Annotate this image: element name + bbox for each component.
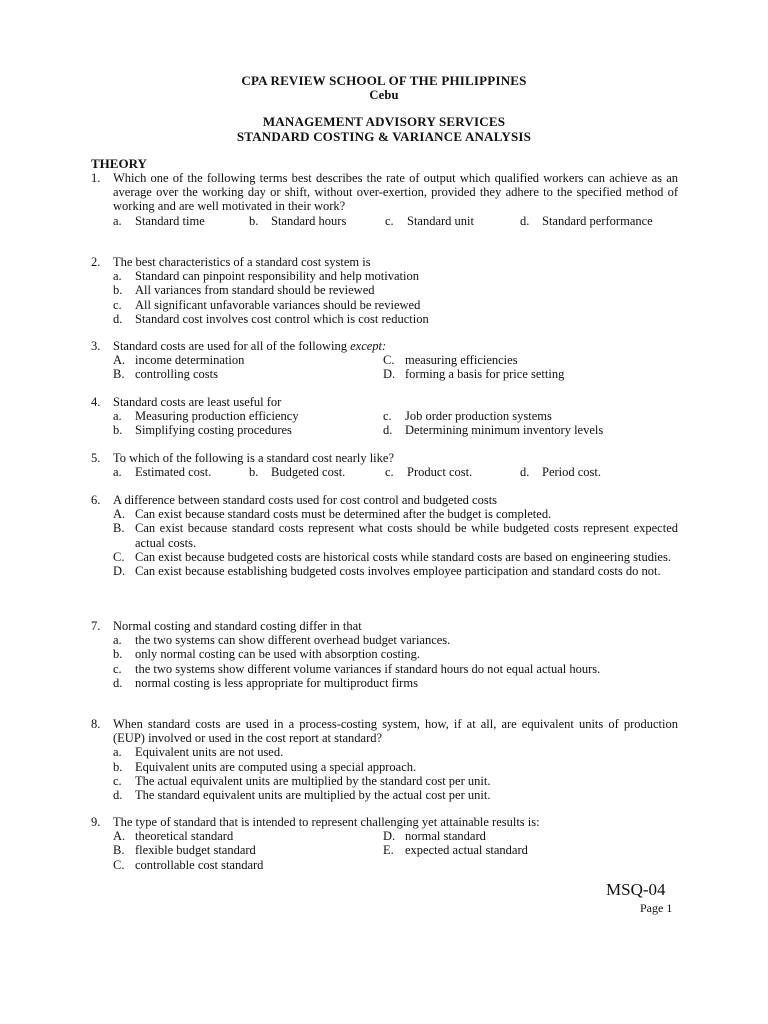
question-number: 9. xyxy=(91,815,101,829)
option-text: Estimated cost. xyxy=(135,465,212,480)
option-letter: E. xyxy=(383,843,394,858)
question-5 xyxy=(91,451,678,479)
option xyxy=(113,788,678,802)
school-name: CPA REVIEW SCHOOL OF THE PHILIPPINES xyxy=(241,73,527,88)
option-letter: c. xyxy=(113,297,122,312)
option-letter: a. xyxy=(113,409,122,424)
option-text: forming a basis for price setting xyxy=(405,367,565,382)
option-text: only normal costing can be used with absorption costing. xyxy=(135,647,421,662)
option xyxy=(113,774,678,788)
options-grid xyxy=(113,353,678,381)
option-letter: a. xyxy=(113,745,122,760)
option-letter: d. xyxy=(113,675,123,690)
option-text: Standard can pinpoint responsibility and help motivation xyxy=(135,269,419,284)
option xyxy=(113,550,678,564)
page-number: Page 1 xyxy=(640,901,673,915)
question-number: 3. xyxy=(91,339,101,353)
option-text: Can exist because establishing budgeted costs involves employee participation and standard costs do not. xyxy=(135,564,661,579)
option-letter: b. xyxy=(249,213,259,228)
option xyxy=(113,465,249,479)
option xyxy=(385,465,520,479)
question-number: 1. xyxy=(91,171,101,185)
question-text: Which one of the following terms best describes the rate of output which qualified workers can achieve as an average over the working day or shift, without over-exertion, provided they adhere to the specified method of working and are well motivated in their work? xyxy=(113,171,678,214)
option xyxy=(113,312,678,326)
option-text: All significant unfavorable variances should be reviewed xyxy=(135,297,421,312)
option-text: Simplifying costing procedures xyxy=(135,423,292,438)
option xyxy=(113,507,678,521)
option-text: Budgeted cost. xyxy=(271,465,346,480)
option-text: The actual equivalent units are multiplied by the standard cost per unit. xyxy=(135,773,491,788)
option-text: Standard performance xyxy=(542,213,653,228)
option-letter: A. xyxy=(113,353,126,368)
option-letter: c. xyxy=(385,465,394,480)
question-6 xyxy=(91,493,678,578)
option xyxy=(113,214,249,228)
question-4 xyxy=(91,395,678,438)
option-text: Standard cost involves cost control which is cost reduction xyxy=(135,311,429,326)
option xyxy=(113,676,678,690)
option-text: normal standard xyxy=(405,829,486,844)
option-letter: a. xyxy=(113,633,122,648)
option xyxy=(113,283,678,297)
option-letter: c. xyxy=(385,213,394,228)
subject-title: MANAGEMENT ADVISORY SERVICES xyxy=(262,114,506,129)
option-text: Standard time xyxy=(135,213,205,228)
option-text: Determining minimum inventory levels xyxy=(405,423,604,438)
question-3 xyxy=(91,339,678,382)
option-letter: D. xyxy=(113,564,126,579)
option xyxy=(113,745,678,759)
option-letter: B. xyxy=(113,521,125,536)
option-letter: A. xyxy=(113,829,126,844)
option-text: Measuring production efficiency xyxy=(135,409,299,424)
option xyxy=(383,829,678,843)
question-9 xyxy=(91,815,678,872)
options-grid xyxy=(113,409,678,437)
option-text: Can exist because standard costs represent what costs should be while budgeted costs represent expected actual costs. xyxy=(135,521,678,550)
option xyxy=(113,633,678,647)
question-number: 4. xyxy=(91,395,101,409)
option-letter: C. xyxy=(113,857,125,872)
option xyxy=(249,214,385,228)
option-text: theoretical standard xyxy=(135,829,234,844)
option xyxy=(113,564,678,578)
option xyxy=(113,367,383,381)
options-list xyxy=(113,633,678,690)
question-emphasis: except: xyxy=(350,339,387,353)
question-text xyxy=(113,339,678,353)
option-letter: c. xyxy=(383,409,392,424)
document-code: MSQ-04 xyxy=(606,880,666,899)
option-letter: b. xyxy=(113,759,123,774)
option-text: Period cost. xyxy=(542,465,602,480)
option-text: controlling costs xyxy=(135,367,218,382)
question-text: A difference between standard costs used for cost control and budgeted costs xyxy=(113,493,498,507)
options-row xyxy=(113,465,678,479)
option-letter: b. xyxy=(113,647,123,662)
question-text: Normal costing and standard costing differ in that xyxy=(113,619,362,633)
option-text: income determination xyxy=(135,353,245,368)
option-letter: d. xyxy=(383,423,393,438)
topic-title: STANDARD COSTING & VARIANCE ANALYSIS xyxy=(236,129,532,144)
options-list xyxy=(113,269,678,326)
option-text: measuring efficiencies xyxy=(405,353,518,368)
option-text: Standard unit xyxy=(407,213,475,228)
option-letter: a. xyxy=(113,465,122,480)
option-text: expected actual standard xyxy=(405,843,528,858)
option xyxy=(383,367,678,381)
option-text: Product cost. xyxy=(407,465,473,480)
option xyxy=(113,858,383,872)
option xyxy=(520,214,653,228)
question-number: 8. xyxy=(91,717,101,731)
option-letter: C. xyxy=(383,353,395,368)
options-list xyxy=(113,507,678,578)
options-row xyxy=(113,214,678,228)
option-text: Standard hours xyxy=(271,213,347,228)
question-text: Standard costs are least useful for xyxy=(113,395,282,409)
option-letter: A. xyxy=(113,507,126,522)
option-letter: B. xyxy=(113,843,125,858)
option-letter: c. xyxy=(113,773,122,788)
option xyxy=(113,409,383,423)
question-text: The type of standard that is intended to represent challenging yet attainable results is: xyxy=(113,815,540,829)
option xyxy=(383,423,678,437)
option-letter: C. xyxy=(113,549,125,564)
question-number: 2. xyxy=(91,255,101,269)
option xyxy=(113,829,383,843)
option-text: the two systems can show different overhead budget variances. xyxy=(135,633,451,648)
option-letter: d. xyxy=(520,213,530,228)
option xyxy=(113,423,383,437)
option-letter: d. xyxy=(520,465,530,480)
option-letter: D. xyxy=(383,367,396,382)
question-8 xyxy=(91,717,678,802)
option-letter: b. xyxy=(113,423,123,438)
option xyxy=(113,269,678,283)
option-text: Can exist because standard costs must be determined after the budget is completed. xyxy=(135,507,552,522)
option-text: Job order production systems xyxy=(405,409,552,424)
option-text: flexible budget standard xyxy=(135,843,256,858)
option xyxy=(113,662,678,676)
option-letter: b. xyxy=(249,465,259,480)
section-heading: THEORY xyxy=(91,156,147,171)
question-stem: Standard costs are used for all of the following xyxy=(113,339,347,353)
option-text: Equivalent units are not used. xyxy=(135,745,284,760)
option xyxy=(113,843,383,857)
question-2 xyxy=(91,255,678,326)
options-grid xyxy=(113,829,678,872)
branch-name: Cebu xyxy=(369,88,399,102)
option-text: the two systems show different volume variances if standard hours do not equal actual hours. xyxy=(135,661,601,676)
question-text: To which of the following is a standard cost nearly like? xyxy=(113,451,394,465)
option xyxy=(113,521,678,549)
option-text: normal costing is less appropriate for multiproduct firms xyxy=(135,675,418,690)
question-number: 6. xyxy=(91,493,101,507)
question-number: 5. xyxy=(91,451,101,465)
option xyxy=(113,298,678,312)
question-7 xyxy=(91,619,678,690)
option xyxy=(385,214,520,228)
option-text: All variances from standard should be reviewed xyxy=(135,283,375,298)
option-text: The standard equivalent units are multiplied by the actual cost per unit. xyxy=(135,788,491,803)
options-list xyxy=(113,745,678,802)
option-letter: b. xyxy=(113,283,123,298)
option-letter: d. xyxy=(113,788,123,803)
option-letter: c. xyxy=(113,661,122,676)
option-text: controllable cost standard xyxy=(135,857,264,872)
option-letter: d. xyxy=(113,311,123,326)
option-letter: a. xyxy=(113,269,122,284)
option-letter: D. xyxy=(383,829,396,844)
option xyxy=(249,465,385,479)
option xyxy=(520,465,601,479)
question-1 xyxy=(91,171,678,228)
option-text: Can exist because budgeted costs are historical costs while standard costs are based on engineering studies. xyxy=(135,549,671,564)
option-letter: a. xyxy=(113,213,122,228)
option xyxy=(113,647,678,661)
option xyxy=(113,353,383,367)
option-text: Equivalent units are computed using a special approach. xyxy=(135,759,417,774)
option xyxy=(383,843,678,857)
option xyxy=(383,353,678,367)
option-letter: B. xyxy=(113,367,125,382)
question-text: When standard costs are used in a process-costing system, how, if at all, are equivalent units of production (EUP) involved or used in the cost report at standard? xyxy=(113,717,678,746)
option xyxy=(113,760,678,774)
question-number: 7. xyxy=(91,619,101,633)
option xyxy=(383,409,678,423)
question-text: The best characteristics of a standard cost system is xyxy=(113,255,371,269)
